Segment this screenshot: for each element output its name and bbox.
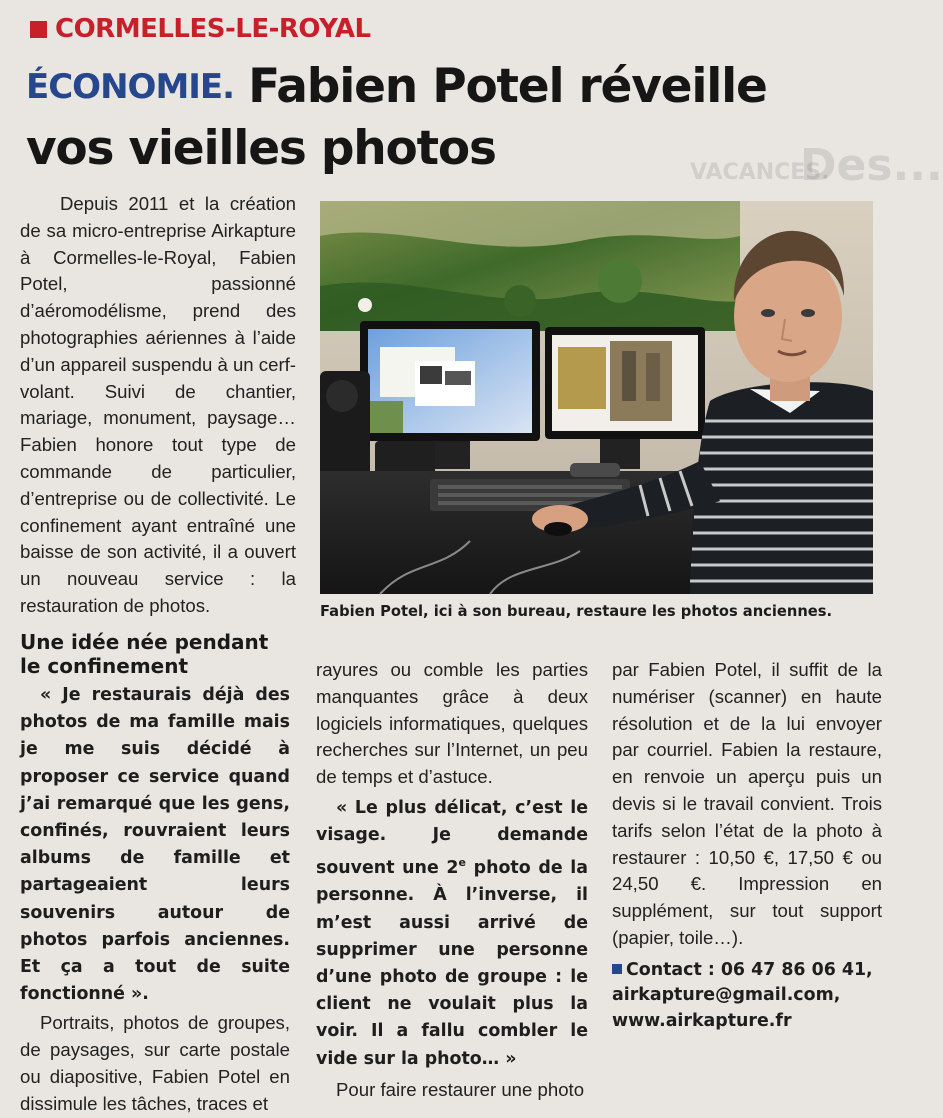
contact-website[interactable]: www.airkapture.fr [612, 1010, 792, 1031]
column-1-lower [20, 630, 290, 1118]
portraits-paragraph: Portraits, photos de groupes, de paysages, sur carte postale ou diapositive, Fabien Potel en dissimule les tâches, traces et [20, 1012, 290, 1114]
red-square-icon [30, 21, 47, 38]
contact-phone [612, 958, 882, 984]
bleed-through-headline: Des... [800, 140, 943, 191]
intro-column [20, 191, 296, 620]
blue-square-icon [612, 964, 622, 974]
contact-block [612, 958, 882, 1035]
column-2-lower [316, 657, 588, 1104]
quote-paragraph-1: « Je restaurais déjà des photos de ma famille mais je me suis décidé à proposer ce service quand j’ai remarqué que les gens, confinés, rouvraient leurs albums de famille et partageaient leurs souvenirs autour de photos parfois anciennes. Et ça a tout de suite fonctionné ». [20, 685, 290, 1005]
headline-line-2: vos vieilles photos [26, 121, 496, 176]
column-3-lower [612, 657, 882, 1034]
photo-caption: Fabien Potel, ici à son bureau, restaure les photos anciennes. [320, 603, 833, 620]
quote-paragraph-2 [316, 795, 588, 1073]
rayures-paragraph: rayures ou comble les parties manquantes grâce à deux logiciels informatiques, quelques recherches sur l’Internet, un peu de temps et d’astuce. [316, 659, 588, 788]
quote-2-part-1: « Le plus délicat, c’est le visage. Je demande souvent une 2 [316, 797, 588, 879]
quote-2-part-2: photo de la personne. À l’inverse, il m’est aussi arrivé de supprimer une personne d’une photo de groupe : le client ne voulait plus la voir. Il a fallu combler le vide sur la photo… » [316, 858, 588, 1069]
article-headline [26, 56, 886, 180]
location-kicker [30, 14, 371, 44]
location-label: CORMELLES-LE-ROYAL [55, 14, 371, 44]
pour-paragraph: Pour faire restaurer une photo [336, 1078, 585, 1100]
intro-paragraph: Depuis 2011 et la création de sa micro-entreprise Airkapture à Cormelles-le-Royal, Fabien Potel, passionné d’aéromodélisme, prend des photographies aériennes à l’aide d’un appareil suspendu à un cerf-volant. Suivi de chantier, mariage, monument, paysage… Fabien honore tout type de commande de particulier, d’entreprise ou de collectivité. Le confinement ayant entraîné une baisse de son activité, il a ouvert un nouveau service : la restauration de photos. [20, 193, 296, 616]
contact-email[interactable]: airkapture@gmail.com, [612, 985, 841, 1006]
section-tag: ÉCONOMIE. [26, 67, 235, 107]
procedure-paragraph: par Fabien Potel, il suffit de la numériser (scanner) en haute résolution et de la lui envoyer par courriel. Fabien la restaure, en renvoie un aperçu puis un devis si le travail convient. Trois tarifs selon l’état de la photo à restaurer : 10,50 €, 17,50 € ou 24,50 €. Impression en supplément, sur tout support (papier, toile…). [612, 659, 882, 948]
section-subhead: Une idée née pendant le confinement [20, 630, 269, 678]
contact-phone-text: Contact : 06 47 86 06 41, [626, 959, 873, 980]
headline-line-1: Fabien Potel réveille [248, 59, 767, 114]
quote-2-superscript: e [458, 856, 466, 870]
bleed-through-tag: VACANCES. [690, 160, 830, 185]
article-photo [320, 201, 873, 594]
